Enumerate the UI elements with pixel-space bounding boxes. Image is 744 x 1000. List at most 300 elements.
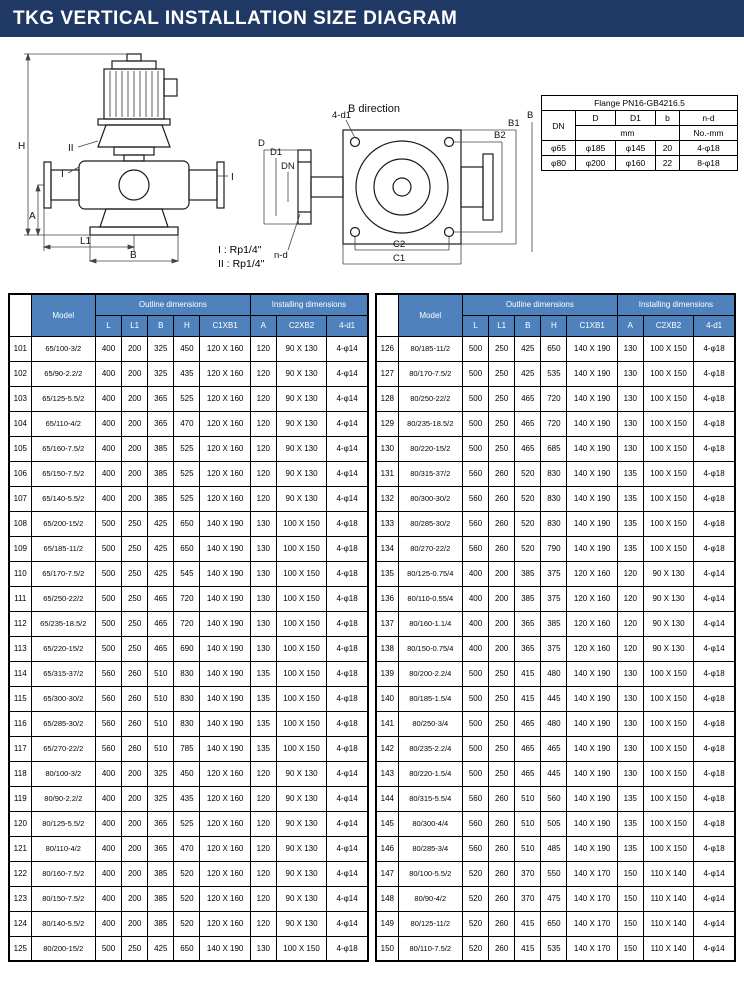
value-cell: 100 X 150 [276, 661, 326, 686]
value-cell: 4-φ18 [694, 786, 735, 811]
value-cell: 200 [122, 436, 148, 461]
value-cell: 140 X 190 [200, 661, 250, 686]
row-number: 136 [376, 586, 398, 611]
value-cell: 130 [617, 361, 643, 386]
value-cell: 130 [617, 736, 643, 761]
value-cell: 90 X 130 [643, 636, 693, 661]
value-cell: 130 [617, 686, 643, 711]
value-cell: 465 [515, 386, 541, 411]
value-cell: 120 [250, 436, 276, 461]
value-cell: 135 [617, 836, 643, 861]
value-cell: 120 [250, 761, 276, 786]
value-cell: 500 [462, 761, 488, 786]
dim-label-B-bottom: B [130, 250, 137, 261]
value-cell: 400 [95, 386, 121, 411]
flange-cell: 4-φ18 [679, 141, 737, 156]
installing-dimensions-header: Installing dimensions [617, 294, 735, 315]
value-cell: 100 X 150 [643, 811, 693, 836]
value-cell: 130 [617, 336, 643, 361]
model-cell: 65/185-11/2 [31, 536, 95, 561]
value-cell: 400 [462, 611, 488, 636]
value-cell: 100 X 150 [643, 661, 693, 686]
value-cell: 130 [250, 636, 276, 661]
model-cell: 65/220-15/2 [31, 636, 95, 661]
value-cell: 110 X 140 [643, 861, 693, 886]
row-number: 106 [9, 461, 31, 486]
spec-row [376, 761, 735, 786]
value-cell: 90 X 130 [276, 436, 326, 461]
dim-label-D: D [258, 138, 265, 149]
value-cell: 4-φ14 [327, 861, 368, 886]
value-cell: 790 [541, 536, 567, 561]
value-cell: 260 [489, 936, 515, 961]
row-number: 137 [376, 611, 398, 636]
flange-data-row [541, 156, 737, 171]
value-cell: 130 [250, 561, 276, 586]
value-cell: 370 [515, 861, 541, 886]
value-cell: 465 [515, 711, 541, 736]
value-cell: 4-φ18 [694, 336, 735, 361]
value-cell: 250 [489, 336, 515, 361]
value-cell: 510 [515, 836, 541, 861]
dimension-lines [24, 54, 228, 263]
row-number: 102 [9, 361, 31, 386]
value-cell: 130 [617, 386, 643, 411]
col-header-A: A [250, 315, 276, 336]
value-cell: 375 [541, 586, 567, 611]
value-cell: 415 [515, 911, 541, 936]
value-cell: 100 X 150 [276, 536, 326, 561]
value-cell: 140 X 190 [200, 586, 250, 611]
value-cell: 4-φ18 [327, 561, 368, 586]
row-number: 119 [9, 786, 31, 811]
value-cell: 400 [95, 811, 121, 836]
value-cell: 470 [174, 836, 200, 861]
value-cell: 830 [174, 686, 200, 711]
value-cell: 130 [250, 936, 276, 961]
value-cell: 500 [462, 411, 488, 436]
model-cell: 80/220-1.5/4 [398, 761, 462, 786]
value-cell: 140 X 190 [567, 686, 617, 711]
row-number: 107 [9, 486, 31, 511]
col-header-4d1: 4-d1 [694, 315, 735, 336]
value-cell: 560 [462, 511, 488, 536]
value-cell: 200 [122, 786, 148, 811]
value-cell: 200 [122, 886, 148, 911]
value-cell: 140 X 190 [567, 461, 617, 486]
model-header: Model [398, 294, 462, 336]
value-cell: 260 [122, 686, 148, 711]
value-cell: 100 X 150 [643, 361, 693, 386]
dimension-table-left [8, 293, 369, 962]
value-cell: 200 [489, 636, 515, 661]
value-cell: 260 [489, 811, 515, 836]
value-cell: 120 [250, 361, 276, 386]
b-direction-label: B direction [348, 103, 400, 115]
model-cell: 65/300-30/2 [31, 686, 95, 711]
dimension-table-right [375, 293, 736, 962]
dim-label-B2: B2 [494, 130, 506, 141]
model-cell: 65/250-22/2 [31, 586, 95, 611]
model-cell: 80/125-5.5/2 [31, 811, 95, 836]
spec-row [376, 811, 735, 836]
value-cell: 4-φ18 [694, 536, 735, 561]
row-number: 103 [9, 386, 31, 411]
value-cell: 260 [122, 736, 148, 761]
value-cell: 120 [250, 861, 276, 886]
model-cell: 65/125-5.5/2 [31, 386, 95, 411]
value-cell: 250 [489, 736, 515, 761]
value-cell: 560 [95, 711, 121, 736]
value-cell: 250 [122, 636, 148, 661]
value-cell: 250 [489, 361, 515, 386]
installing-dimensions-header: Installing dimensions [250, 294, 368, 315]
corner-cell [376, 294, 398, 336]
value-cell: 435 [174, 786, 200, 811]
value-cell: 200 [122, 911, 148, 936]
value-cell: 120 X 160 [200, 361, 250, 386]
value-cell: 520 [462, 911, 488, 936]
value-cell: 135 [250, 736, 276, 761]
value-cell: 445 [541, 761, 567, 786]
spec-row [376, 636, 735, 661]
value-cell: 520 [174, 886, 200, 911]
value-cell: 140 X 190 [200, 511, 250, 536]
model-cell: 80/125-0.75/4 [398, 561, 462, 586]
value-cell: 120 X 160 [200, 411, 250, 436]
value-cell: 100 X 150 [276, 511, 326, 536]
value-cell: 90 X 130 [276, 786, 326, 811]
value-cell: 4-φ18 [694, 736, 735, 761]
value-cell: 140 X 190 [567, 336, 617, 361]
value-cell: 150 [617, 911, 643, 936]
value-cell: 4-φ18 [327, 936, 368, 961]
flange-cell: φ200 [575, 156, 615, 171]
value-cell: 500 [95, 611, 121, 636]
spec-row [9, 836, 368, 861]
spec-row [376, 361, 735, 386]
row-number: 121 [9, 836, 31, 861]
value-cell: 150 [617, 886, 643, 911]
flange-header-dn: DN [541, 111, 575, 141]
value-cell: 4-φ14 [694, 886, 735, 911]
value-cell: 120 X 160 [567, 611, 617, 636]
model-header: Model [31, 294, 95, 336]
flange-cell: φ185 [575, 141, 615, 156]
model-cell: 80/200-2.2/4 [398, 661, 462, 686]
model-cell: 65/110-4/2 [31, 411, 95, 436]
value-cell: 260 [489, 786, 515, 811]
spec-row [9, 461, 368, 486]
value-cell: 100 X 150 [643, 411, 693, 436]
col-header-4d1: 4-d1 [327, 315, 368, 336]
model-cell: 80/90-4/2 [398, 886, 462, 911]
value-cell: 260 [489, 836, 515, 861]
col-header-C1XB1: C1XB1 [200, 315, 250, 336]
value-cell: 110 X 140 [643, 936, 693, 961]
value-cell: 465 [515, 761, 541, 786]
row-number: 108 [9, 511, 31, 536]
flange-table [541, 95, 738, 171]
value-cell: 4-φ18 [327, 611, 368, 636]
row-number: 104 [9, 411, 31, 436]
model-cell: 80/235-18.5/2 [398, 411, 462, 436]
value-cell: 120 X 160 [567, 561, 617, 586]
value-cell: 560 [95, 686, 121, 711]
flange-cell: φ65 [541, 141, 575, 156]
value-cell: 100 X 150 [643, 686, 693, 711]
model-cell: 80/300-30/2 [398, 486, 462, 511]
label-4-d1: 4-d1 [332, 110, 352, 121]
value-cell: 325 [148, 786, 174, 811]
value-cell: 365 [148, 836, 174, 861]
flange-header-d1: D1 [615, 111, 655, 126]
value-cell: 525 [174, 486, 200, 511]
spec-row [9, 386, 368, 411]
value-cell: 90 X 130 [276, 761, 326, 786]
value-cell: 140 X 190 [567, 786, 617, 811]
row-number: 115 [9, 686, 31, 711]
value-cell: 250 [489, 661, 515, 686]
value-cell: 4-φ14 [694, 561, 735, 586]
value-cell: 560 [462, 836, 488, 861]
dim-label-H: H [18, 141, 26, 152]
model-cell: 80/140-5.5/2 [31, 911, 95, 936]
value-cell: 140 X 190 [200, 536, 250, 561]
flange-cell: φ80 [541, 156, 575, 171]
value-cell: 135 [617, 536, 643, 561]
model-cell: 80/125-11/2 [398, 911, 462, 936]
value-cell: 500 [95, 586, 121, 611]
value-cell: 140 X 190 [200, 636, 250, 661]
value-cell: 90 X 130 [643, 586, 693, 611]
row-number: 127 [376, 361, 398, 386]
value-cell: 510 [148, 686, 174, 711]
value-cell: 4-φ14 [327, 361, 368, 386]
value-cell: 4-φ14 [327, 886, 368, 911]
value-cell: 130 [250, 511, 276, 536]
value-cell: 520 [515, 486, 541, 511]
value-cell: 465 [148, 586, 174, 611]
value-cell: 120 X 160 [200, 861, 250, 886]
value-cell: 560 [462, 536, 488, 561]
col-header-C1XB1: C1XB1 [567, 315, 617, 336]
value-cell: 130 [617, 411, 643, 436]
value-cell: 450 [174, 761, 200, 786]
spec-row [376, 486, 735, 511]
model-cell: 80/315-5.5/4 [398, 786, 462, 811]
value-cell: 120 X 160 [200, 886, 250, 911]
spec-row [9, 536, 368, 561]
dim-label-L1: L1 [80, 236, 92, 247]
row-number: 118 [9, 761, 31, 786]
value-cell: 140 X 190 [567, 736, 617, 761]
value-cell: 4-φ18 [694, 836, 735, 861]
value-cell: 260 [489, 911, 515, 936]
flange-cell: 20 [655, 141, 679, 156]
value-cell: 90 X 130 [276, 861, 326, 886]
value-cell: 365 [148, 411, 174, 436]
value-cell: 120 [617, 611, 643, 636]
flange-cell: 8-φ18 [679, 156, 737, 171]
col-header-L: L [95, 315, 121, 336]
value-cell: 100 X 150 [276, 711, 326, 736]
model-cell: 80/170-7.5/2 [398, 361, 462, 386]
value-cell: 135 [617, 511, 643, 536]
value-cell: 250 [122, 586, 148, 611]
value-cell: 100 X 150 [643, 436, 693, 461]
row-number: 105 [9, 436, 31, 461]
value-cell: 120 X 160 [200, 486, 250, 511]
flange-cell: φ160 [615, 156, 655, 171]
row-number: 113 [9, 636, 31, 661]
corner-cell [9, 294, 31, 336]
model-cell: 80/100-3/2 [31, 761, 95, 786]
value-cell: 140 X 190 [567, 811, 617, 836]
value-cell: 4-φ18 [694, 761, 735, 786]
value-cell: 250 [122, 561, 148, 586]
value-cell: 4-φ14 [327, 786, 368, 811]
value-cell: 260 [122, 661, 148, 686]
value-cell: 535 [541, 936, 567, 961]
value-cell: 90 X 130 [276, 386, 326, 411]
value-cell: 90 X 130 [276, 411, 326, 436]
row-number: 120 [9, 811, 31, 836]
value-cell: 120 [250, 336, 276, 361]
value-cell: 520 [174, 861, 200, 886]
value-cell: 400 [462, 636, 488, 661]
spec-row [376, 736, 735, 761]
value-cell: 140 X 190 [200, 711, 250, 736]
model-cell: 80/100-5.5/2 [398, 861, 462, 886]
value-cell: 4-φ14 [694, 586, 735, 611]
value-cell: 120 X 160 [200, 461, 250, 486]
row-number: 130 [376, 436, 398, 461]
value-cell: 260 [489, 861, 515, 886]
value-cell: 140 X 190 [567, 761, 617, 786]
value-cell: 4-φ18 [694, 486, 735, 511]
value-cell: 140 X 190 [567, 486, 617, 511]
model-cell: 80/110-4/2 [31, 836, 95, 861]
row-number: 124 [9, 911, 31, 936]
value-cell: 200 [489, 611, 515, 636]
row-number: 150 [376, 936, 398, 961]
spec-row [376, 861, 735, 886]
value-cell: 100 X 150 [643, 386, 693, 411]
model-cell: 65/90-2.2/2 [31, 361, 95, 386]
value-cell: 720 [541, 411, 567, 436]
row-number: 109 [9, 536, 31, 561]
value-cell: 140 X 170 [567, 936, 617, 961]
value-cell: 100 X 150 [643, 786, 693, 811]
value-cell: 510 [148, 711, 174, 736]
value-cell: 365 [515, 636, 541, 661]
value-cell: 400 [95, 486, 121, 511]
value-cell: 4-φ14 [694, 611, 735, 636]
value-cell: 135 [617, 486, 643, 511]
value-cell: 650 [541, 336, 567, 361]
spec-row [9, 886, 368, 911]
row-number: 128 [376, 386, 398, 411]
spec-row [376, 586, 735, 611]
model-cell: 65/140-5.5/2 [31, 486, 95, 511]
value-cell: 560 [462, 786, 488, 811]
spec-row [9, 661, 368, 686]
spec-row [9, 911, 368, 936]
col-header-B: B [515, 315, 541, 336]
col-header-A: A [617, 315, 643, 336]
value-cell: 325 [148, 361, 174, 386]
row-number: 110 [9, 561, 31, 586]
value-cell: 260 [489, 486, 515, 511]
value-cell: 200 [122, 386, 148, 411]
spec-row [376, 936, 735, 961]
value-cell: 120 X 160 [200, 786, 250, 811]
value-cell: 425 [148, 511, 174, 536]
value-cell: 100 X 150 [643, 536, 693, 561]
value-cell: 250 [489, 686, 515, 711]
model-cell: 65/235-18.5/2 [31, 611, 95, 636]
value-cell: 100 X 150 [276, 586, 326, 611]
table-header [9, 294, 368, 336]
value-cell: 120 [617, 636, 643, 661]
model-cell: 80/185-1.5/4 [398, 686, 462, 711]
row-number: 141 [376, 711, 398, 736]
value-cell: 250 [489, 711, 515, 736]
value-cell: 690 [174, 636, 200, 661]
value-cell: 525 [174, 811, 200, 836]
flange-unit-mm: mm [575, 126, 679, 141]
spec-row [9, 711, 368, 736]
value-cell: 120 [250, 811, 276, 836]
value-cell: 135 [250, 686, 276, 711]
value-cell: 400 [95, 886, 121, 911]
model-cell: 80/185-11/2 [398, 336, 462, 361]
spec-row [9, 511, 368, 536]
value-cell: 120 [617, 561, 643, 586]
value-cell: 120 [617, 586, 643, 611]
spec-row [9, 561, 368, 586]
value-cell: 400 [462, 586, 488, 611]
value-cell: 120 [250, 461, 276, 486]
value-cell: 4-φ18 [327, 736, 368, 761]
flange-header-nd: n-d [679, 111, 737, 126]
spec-row [9, 936, 368, 961]
value-cell: 140 X 190 [567, 836, 617, 861]
value-cell: 400 [95, 786, 121, 811]
value-cell: 720 [174, 586, 200, 611]
model-cell: 80/250-22/2 [398, 386, 462, 411]
value-cell: 4-φ14 [694, 911, 735, 936]
value-cell: 140 X 190 [567, 361, 617, 386]
model-cell: 80/110-7.5/2 [398, 936, 462, 961]
value-cell: 100 X 150 [643, 486, 693, 511]
value-cell: 200 [122, 486, 148, 511]
value-cell: 120 [250, 786, 276, 811]
value-cell: 500 [462, 686, 488, 711]
value-cell: 90 X 130 [276, 461, 326, 486]
value-cell: 475 [541, 886, 567, 911]
value-cell: 4-φ14 [327, 911, 368, 936]
value-cell: 470 [174, 411, 200, 436]
value-cell: 500 [462, 711, 488, 736]
value-cell: 560 [462, 811, 488, 836]
value-cell: 4-φ18 [694, 461, 735, 486]
value-cell: 830 [174, 661, 200, 686]
col-header-C2XB2: C2XB2 [276, 315, 326, 336]
value-cell: 385 [541, 611, 567, 636]
value-cell: 650 [174, 511, 200, 536]
